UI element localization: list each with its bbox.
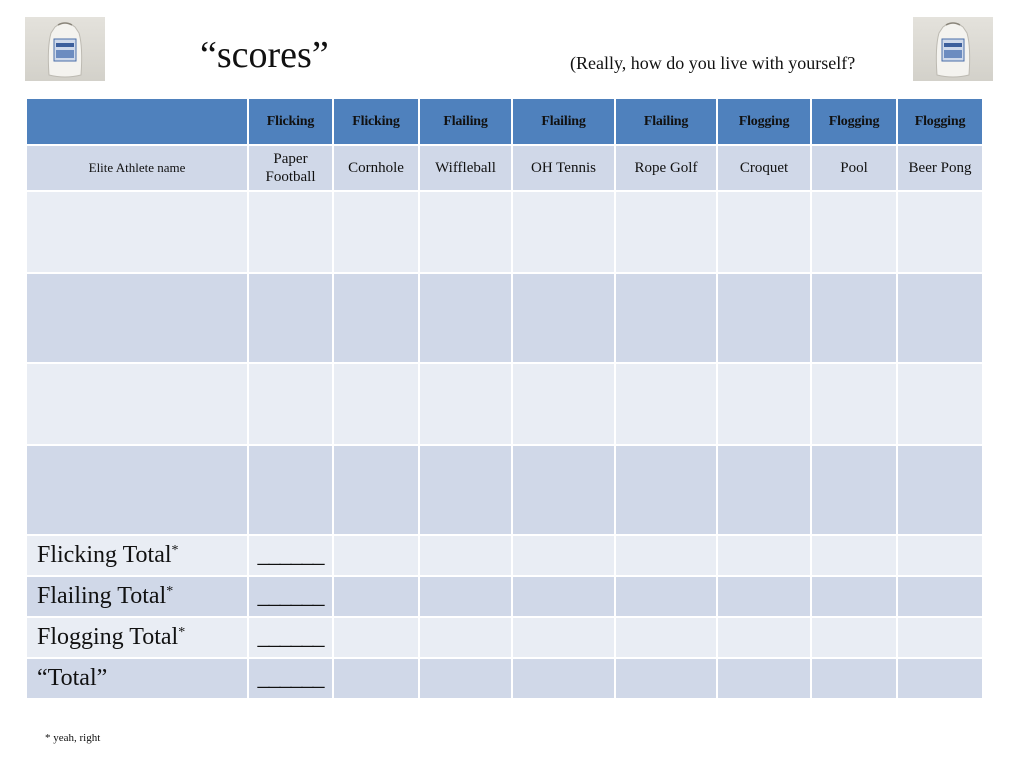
score-cell[interactable] bbox=[419, 445, 512, 535]
score-cell[interactable] bbox=[419, 191, 512, 273]
game-header-cell: Cornhole bbox=[333, 145, 419, 191]
category-header-cell bbox=[26, 98, 248, 145]
flailing-total-row bbox=[26, 576, 983, 617]
athlete-name-cell[interactable] bbox=[26, 273, 248, 363]
total-cell[interactable] bbox=[615, 617, 717, 658]
category-header-cell: Flailing bbox=[512, 98, 615, 145]
score-cell[interactable] bbox=[897, 363, 983, 445]
total-label-text: Flailing Total bbox=[37, 583, 167, 609]
score-cell[interactable] bbox=[512, 273, 615, 363]
grand-total-row bbox=[26, 658, 983, 699]
score-cell[interactable] bbox=[811, 191, 897, 273]
total-cell[interactable] bbox=[333, 617, 419, 658]
category-header-cell: Flogging bbox=[897, 98, 983, 145]
score-cell[interactable] bbox=[811, 273, 897, 363]
athlete-row bbox=[26, 191, 983, 273]
score-cell[interactable] bbox=[333, 363, 419, 445]
total-blank[interactable]: ______ bbox=[248, 617, 333, 658]
score-cell[interactable] bbox=[333, 191, 419, 273]
score-cell[interactable] bbox=[717, 273, 811, 363]
total-cell[interactable] bbox=[811, 617, 897, 658]
total-cell[interactable] bbox=[333, 658, 419, 699]
total-blank[interactable]: ______ bbox=[248, 658, 333, 699]
athlete-name-header: Elite Athlete name bbox=[26, 145, 248, 191]
total-label-text: Flogging Total bbox=[37, 624, 179, 650]
total-label bbox=[26, 617, 248, 658]
score-cell[interactable] bbox=[512, 363, 615, 445]
score-cell[interactable] bbox=[717, 363, 811, 445]
scores-table bbox=[25, 97, 984, 700]
page-title: “scores” bbox=[200, 34, 329, 76]
asterisk-mark: * bbox=[166, 584, 174, 599]
athlete-name-cell[interactable] bbox=[26, 363, 248, 445]
total-blank[interactable]: ______ bbox=[248, 535, 333, 576]
flour-bag-image-right bbox=[913, 17, 993, 81]
score-cell[interactable] bbox=[248, 273, 333, 363]
footnote: * yeah, right bbox=[45, 732, 101, 744]
score-cell[interactable] bbox=[717, 445, 811, 535]
game-header-cell: Paper Football bbox=[248, 145, 333, 191]
total-cell[interactable] bbox=[897, 658, 983, 699]
score-cell[interactable] bbox=[248, 191, 333, 273]
score-cell[interactable] bbox=[717, 191, 811, 273]
total-cell[interactable] bbox=[419, 576, 512, 617]
total-cell[interactable] bbox=[333, 535, 419, 576]
athlete-row bbox=[26, 363, 983, 445]
score-cell[interactable] bbox=[333, 273, 419, 363]
score-cell[interactable] bbox=[615, 363, 717, 445]
total-cell[interactable] bbox=[512, 658, 615, 699]
total-cell[interactable] bbox=[512, 576, 615, 617]
category-header-cell: Flogging bbox=[717, 98, 811, 145]
total-cell[interactable] bbox=[897, 576, 983, 617]
category-header-cell: Flicking bbox=[333, 98, 419, 145]
score-cell[interactable] bbox=[615, 191, 717, 273]
athlete-name-cell[interactable] bbox=[26, 191, 248, 273]
asterisk-mark: * bbox=[171, 543, 179, 558]
total-cell[interactable] bbox=[419, 535, 512, 576]
total-label bbox=[26, 658, 248, 699]
score-cell[interactable] bbox=[512, 191, 615, 273]
score-cell[interactable] bbox=[811, 363, 897, 445]
score-cell[interactable] bbox=[897, 445, 983, 535]
score-cell[interactable] bbox=[248, 363, 333, 445]
total-cell[interactable] bbox=[717, 535, 811, 576]
total-label bbox=[26, 576, 248, 617]
flour-bag-icon bbox=[913, 17, 993, 81]
total-label bbox=[26, 535, 248, 576]
total-label-text: “Total” bbox=[37, 665, 108, 691]
total-cell[interactable] bbox=[717, 658, 811, 699]
total-cell[interactable] bbox=[615, 535, 717, 576]
total-label-text: Flicking Total bbox=[37, 542, 172, 568]
flicking-total-row bbox=[26, 535, 983, 576]
score-cell[interactable] bbox=[811, 445, 897, 535]
score-cell[interactable] bbox=[897, 273, 983, 363]
asterisk-mark: * bbox=[178, 625, 186, 640]
game-header-cell: Beer Pong bbox=[897, 145, 983, 191]
category-header-cell: Flailing bbox=[615, 98, 717, 145]
game-header-cell: Croquet bbox=[717, 145, 811, 191]
score-cell[interactable] bbox=[419, 363, 512, 445]
category-header-cell: Flailing bbox=[419, 98, 512, 145]
game-header-cell: OH Tennis bbox=[512, 145, 615, 191]
category-header-cell: Flogging bbox=[811, 98, 897, 145]
total-cell[interactable] bbox=[615, 658, 717, 699]
total-cell[interactable] bbox=[419, 617, 512, 658]
flour-bag-image-left bbox=[25, 17, 105, 81]
page-subtitle: (Really, how do you live with yourself? bbox=[570, 53, 856, 73]
score-cell[interactable] bbox=[512, 445, 615, 535]
athlete-row bbox=[26, 273, 983, 363]
total-cell[interactable] bbox=[333, 576, 419, 617]
total-cell[interactable] bbox=[897, 617, 983, 658]
flour-bag-icon bbox=[25, 17, 105, 81]
athlete-name-cell[interactable] bbox=[26, 445, 248, 535]
score-cell[interactable] bbox=[248, 445, 333, 535]
category-header-row bbox=[26, 98, 983, 145]
total-cell[interactable] bbox=[811, 658, 897, 699]
score-cell[interactable] bbox=[333, 445, 419, 535]
athlete-row bbox=[26, 445, 983, 535]
total-blank[interactable]: ______ bbox=[248, 576, 333, 617]
game-header-row bbox=[26, 145, 983, 191]
total-cell[interactable] bbox=[512, 617, 615, 658]
score-cell[interactable] bbox=[615, 273, 717, 363]
total-cell[interactable] bbox=[512, 535, 615, 576]
total-cell[interactable] bbox=[897, 535, 983, 576]
game-header-cell: Pool bbox=[811, 145, 897, 191]
score-cell[interactable] bbox=[897, 191, 983, 273]
game-header-cell: Wiffleball bbox=[419, 145, 512, 191]
flogging-total-row bbox=[26, 617, 983, 658]
total-cell[interactable] bbox=[811, 576, 897, 617]
total-cell[interactable] bbox=[615, 576, 717, 617]
total-cell[interactable] bbox=[717, 576, 811, 617]
score-cell[interactable] bbox=[615, 445, 717, 535]
total-cell[interactable] bbox=[717, 617, 811, 658]
category-header-cell: Flicking bbox=[248, 98, 333, 145]
game-header-cell: Rope Golf bbox=[615, 145, 717, 191]
score-cell[interactable] bbox=[419, 273, 512, 363]
total-cell[interactable] bbox=[811, 535, 897, 576]
total-cell[interactable] bbox=[419, 658, 512, 699]
